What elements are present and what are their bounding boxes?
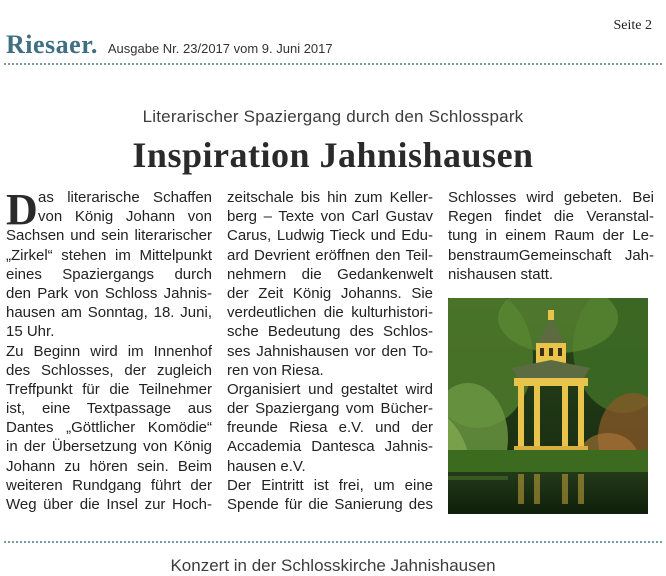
text-line: Der Eintritt ist frei, um eine xyxy=(227,476,433,494)
text-line: Treffpunkt für die Teilnehmer xyxy=(6,380,212,398)
text-line: ard Devrient eröffnen den Teil- xyxy=(227,246,433,264)
text-line: berg – Texte von Carl Gustav xyxy=(227,208,433,226)
text-line: Organisiert und gestaltet wird xyxy=(227,380,433,398)
text-line: Spende für die Sanierung des xyxy=(227,496,433,513)
next-article-subheadline: Konzert in der Schlosskirche Jahnishausen xyxy=(170,556,496,575)
text-line: Accademia Dantesca Jahnis- xyxy=(227,438,433,456)
text-line: hausen e.V. xyxy=(227,457,306,475)
article-column-3 xyxy=(448,188,654,284)
text-line: freunde Riesa e.V. und der xyxy=(227,419,433,437)
issue-info: Ausgabe Nr. 23/2017 vom 9. Juni 2017 xyxy=(107,41,333,56)
text-line: weiteren Rundgang führt der xyxy=(6,476,212,494)
text-line: ses Jahnishausen vor den To- xyxy=(227,342,433,360)
text-line: nishausen statt. xyxy=(448,265,554,283)
text-line: des Schlosses, der zugleich xyxy=(6,361,212,379)
text-line: sche Bedeutung des Schlos- xyxy=(227,323,433,341)
brand-logo: Riesaer. xyxy=(6,30,98,59)
article-column-1 xyxy=(6,185,212,514)
article-column-2 xyxy=(227,188,433,514)
text-line: „Zirkel“ stehen im Mittelpunkt xyxy=(6,246,212,264)
text-line: in der Übersetzung von König xyxy=(6,438,212,456)
article-headline: Inspiration Jahnishausen xyxy=(132,135,534,175)
article-subheadline: Literarischer Spaziergang durch den Schlosspark xyxy=(142,107,524,126)
header-divider xyxy=(4,63,662,65)
text-line: der Zeit König Johanns. Sie xyxy=(227,284,433,302)
text-line: den Park von Schloss Jahnis- xyxy=(6,284,212,302)
text-line: Regen findet die Veranstal- xyxy=(448,208,654,226)
text-line: Johann zu hören sein. Beim xyxy=(6,457,212,475)
text-line: 15 Uhr. xyxy=(6,323,55,341)
text-line: nehmern die Gedankenwelt xyxy=(227,265,433,283)
text-line: Zu Beginn wird im Innenhof xyxy=(6,342,212,360)
text-line: der Spaziergang vom Bücher- xyxy=(227,400,433,418)
text-line: ren von Riesa. xyxy=(227,361,324,379)
masthead xyxy=(6,30,333,64)
page-number: Seite 2 xyxy=(613,18,652,33)
text-line: ist, eine Textpassage aus xyxy=(6,400,212,418)
dropcap: D xyxy=(6,185,38,234)
footer-divider xyxy=(4,541,662,543)
text-line: tung in einem Raum der Le- xyxy=(448,227,654,245)
text-line: Dantes „Göttlicher Komödie“ xyxy=(6,419,212,437)
text-line: benstraumGemeinschaft Jah- xyxy=(448,246,654,264)
text-line: Weg über die Insel zur Hoch- xyxy=(6,496,212,513)
text-line: Carus, Ludwig Tieck und Edu- xyxy=(227,227,433,245)
text-line: Sachsen und sein literarischer xyxy=(6,227,212,245)
text-line: hausen am Sonntag, 18. Juni, xyxy=(6,304,212,322)
pavilion-photo xyxy=(448,298,648,514)
text-line: as literarische Schaffen xyxy=(38,189,212,206)
text-line: Schlosses wird gebeten. Bei xyxy=(448,189,654,206)
text-line: verdeutlichen die kulturhistori- xyxy=(227,304,433,322)
text-line: zeitschale bis hin zum Keller- xyxy=(227,189,433,206)
text-line: von König Johann von xyxy=(38,208,212,226)
text-line: eines Spaziergangs durch xyxy=(6,265,212,283)
